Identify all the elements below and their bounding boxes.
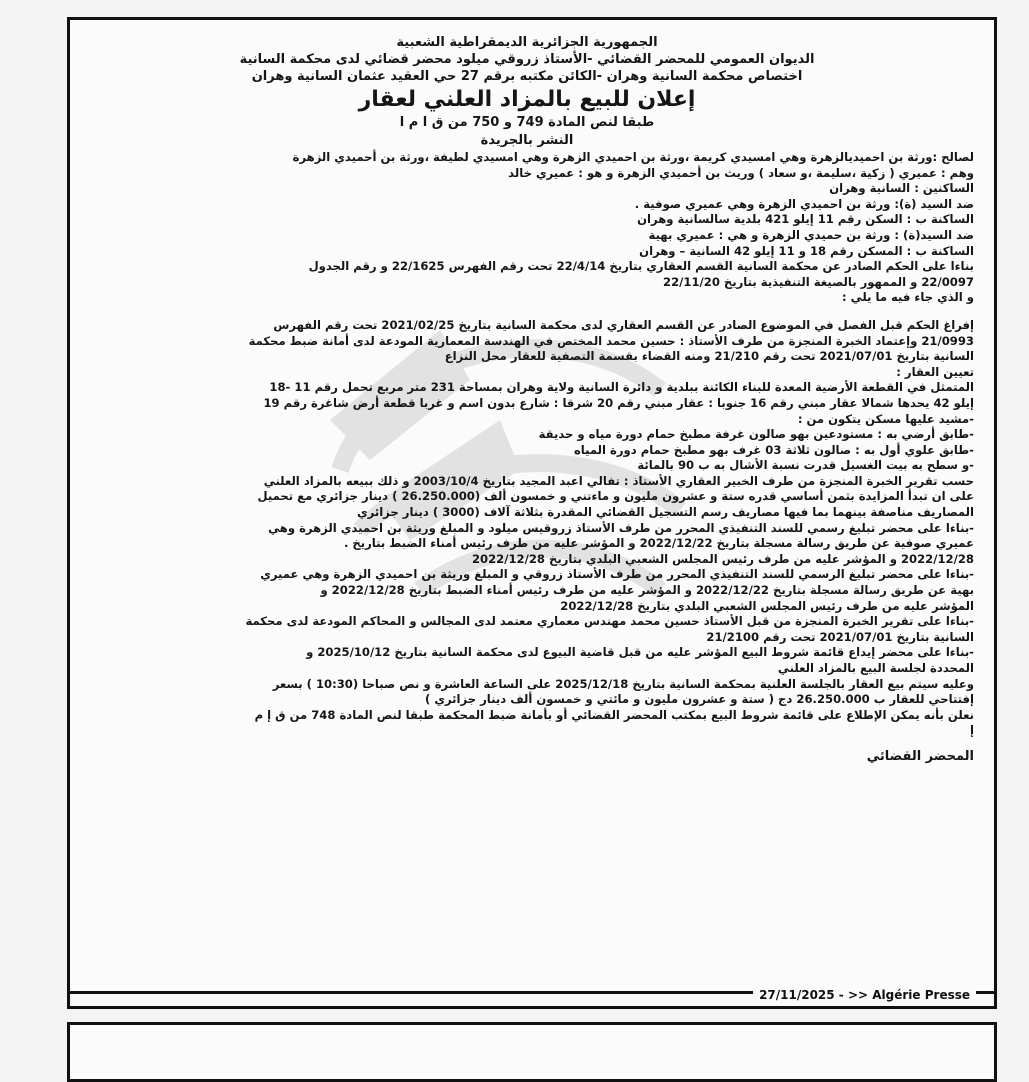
announcement-title: إعلان للبيع بالمزاد العلني لعقار (358, 87, 696, 112)
body-line: على ان تبدأ المزايدة بثمن أساسي قدره ستة و عشرون مليون و ماءتني و خمسون ألف (26.250.000 ) دينار جزائري مع تحميل (257, 489, 974, 504)
body-line: السانية بتاريخ 2021/07/01 تحت رقم 21/210 ومنه القضاء بقسمة التصفية للعقار محل النزاع (444, 349, 974, 364)
body-line: الساكنين : السانية وهران (829, 181, 974, 196)
header-line-2: الديوان العمومي للمحضر القضائي -الأستاذ زروقي ميلود محضر قضائي لدى محكمة السانية (239, 52, 815, 67)
body-line: -طابق علوي أول به : صالون ثلاثة 03 غرف بهو مطبخ حمام دورة المياه (573, 442, 974, 457)
body-line: الساكنة ب : السكن رقم 11 إيلو 421 بلدية سالسانية وهران (637, 212, 974, 227)
body-line: لصالح :ورثة بن احميديالزهرة وهي امسيدي كريمة ،ورثة بن احميدي الزهرة وهي امسيدي لطيفة ،ورثة بن أحميدي الزهرة (292, 150, 974, 164)
announcement-content (80, 34, 974, 986)
footer-date-source: 27/11/2025 - >> Algérie Presse (753, 988, 976, 1002)
body-line: بهية عن طريق رسالة مسجلة بتاريخ 2022/12/22 و المؤشر عليه من طرف رئيس أمناء الضبط بتاريخ 2022/12/28 و (320, 583, 974, 598)
body-line: المحددة لجلسة البيع بالمزاد العلني (777, 661, 974, 675)
legal-basis: طبقا لنص المادة 749 و 750 من ق ا م ا (399, 115, 655, 130)
body-line: الساكنة ب : المسكن رقم 18 و 11 إيلو 42 السانية – وهران (639, 243, 974, 258)
body-line: 22/0097 و الممهور بالصيغة التنفيذية بتاريخ 22/11/20 (663, 274, 974, 289)
body-line: -مشيد عليها مسكن يتكون من : (797, 411, 974, 426)
body-line (80, 306, 974, 318)
header-line-3: اختصاص محكمة السانية وهران -الكائن مكتبه برقم 27 حي العقيد عثمان السانية وهران (251, 69, 803, 84)
body-line: المتمثل في القطعة الأرضية المعدة للبناء الكائنة ببلدية و دائرة السانية ولاية وهران بمساحة 231 متر مربع تحمل رقم 11 -18 (269, 380, 974, 395)
body-line: السانية بتاريخ 2021/07/01 تحت رقم 21/2100 (706, 629, 974, 644)
body-line: إيلو 42 يحدها شمالا عقار مبني رقم 16 جنوبا : عقار مبني رقم 20 شرقا : شارع بدون اسم و غربا قطعة أرض شاغرة رقم 19 (263, 395, 974, 410)
body-line: -بناءا على محضر إيداع قائمة شروط البيع المؤشر عليه من قبل قاضية البيوع لدى محكمة السانية بتاريخ 2025/10/12 و (306, 645, 974, 660)
body-line: ضد السيد(ة) : ورثة بن حميدي الزهرة و هي : عميري بهية (648, 227, 974, 242)
body-line: وعليه سيتم بيع العقار بالجلسة العلنية بمحكمة السانية بتاريخ 2025/12/18 على الساعة العاشرة و نص صباحا (10:30 ) بسعر (272, 676, 974, 691)
body-line: إفراغ الحكم قبل الفصل في الموضوع الصادر عن القسم العقاري لدى محكمة السانية بتاريخ 2021/02/25 تحت رقم الفهرس (273, 317, 974, 332)
signature: المحضر القضائي (866, 748, 974, 764)
body-line: وهم : عميري ( زكية ،سليمة ،و سعاد ) وريث بن أحميدي الزهرة و هو : عميري خالد (508, 165, 974, 180)
body-line: نعلن بأنه يمكن الإطلاع على قائمة شروط البيع بمكتب المحضر القضائي أو بأمانة ضبط المحكمة طبقا لنص المادة 748 من ق إ م (254, 707, 974, 722)
publication-label: النشر بالجريدة (480, 133, 574, 148)
body-line: -بناءا على تقرير الخبرة المنجزة من قبل الأستاذ حسين محمد مهندس معماري معتمد لدى المجالس و المحاكم المودعة لدى محكمة (245, 614, 974, 629)
body-line: إ (970, 723, 974, 738)
next-announcement-frame (67, 1022, 997, 1082)
body-line: المصاريف مناصفة بينهما بما فيها مصاريف رسم التسجيل القضائي المقدرة بثلاثة آلاف (3000 ) دينار جزائري (357, 505, 974, 520)
header-line-1: الجمهورية الجزائرية الديمقراطية الشعبية (396, 35, 658, 50)
body-line: -بناءا على محضر تبليغ رسمي للسند التنفيذي المحرر من طرف الأستاذ زروقيس ميلود و المبلغ وريثة بن احميدي الزهرة وهي (268, 520, 974, 535)
body-line: و الذي جاء فيه ما يلي : (841, 290, 974, 305)
body-line: عميري صوفية عن طريق رسالة مسجلة بتاريخ 2022/12/22 و المؤشر عليه من طرف رئيس أمناء الضبط بتاريخ . (343, 536, 974, 551)
body-line: تعيين العقار : (896, 364, 974, 379)
body-line: -و سطح به بيت الغسيل قدرت نسبة الأشال به ب 90 بالمائة (637, 458, 974, 473)
body-line: 2022/12/28 و المؤشر عليه من طرف رئيس المجلس الشعبي البلدي بتاريخ 2022/12/28 (471, 551, 974, 566)
body-line: حسب تقرير الخبرة المنجزة من طرف الخبير العقاري الأستاذ : تفالي اعبد المجيد بتاريخ 2003/10/4 و ذلك ببيعه بالمزاد العلني (263, 473, 974, 488)
body-line: بناءا على الحكم الصادر عن محكمة السانية القسم العقاري بتاريخ 22/4/14 تحت رقم الفهرس 22/1625 و رقم الجدول (308, 259, 974, 274)
body-line: المؤشر عليه من طرف رئيس المجلس الشعبي البلدي بتاريخ 2022/12/28 (560, 598, 974, 613)
body-line: -طابق أرضي به : مستودعين بهو صالون غرفة مطبخ حمام دورة مياه و حديقة (538, 427, 974, 442)
body-line: 21/0993 وإعتماد الخبرة المنجزة من طرف الأستاذ : حسين محمد المختص في الهندسة المعمارية المودعة لدى أمانة ضبط محكمة (248, 333, 974, 348)
body-line: ضد السيد (ة): ورثة بن احميدي الزهرة وهي عميري صوفية . (634, 196, 974, 211)
body-line: إفتتاحي للعقار ب 26.250.000 دج ( ستة و عشرون مليون و مائتي و خمسون ألف دينار جزائري ) (425, 692, 974, 707)
body-line: -بناءا على محضر تبليغ الرسمي للسند التنفيذي المحرر من طرف الأستاذ زروقي و المبلغ وريثة بن احميدي الزهرة وهي عميري (260, 567, 974, 582)
announcement-body (80, 150, 974, 739)
announcement-frame (67, 17, 997, 1009)
